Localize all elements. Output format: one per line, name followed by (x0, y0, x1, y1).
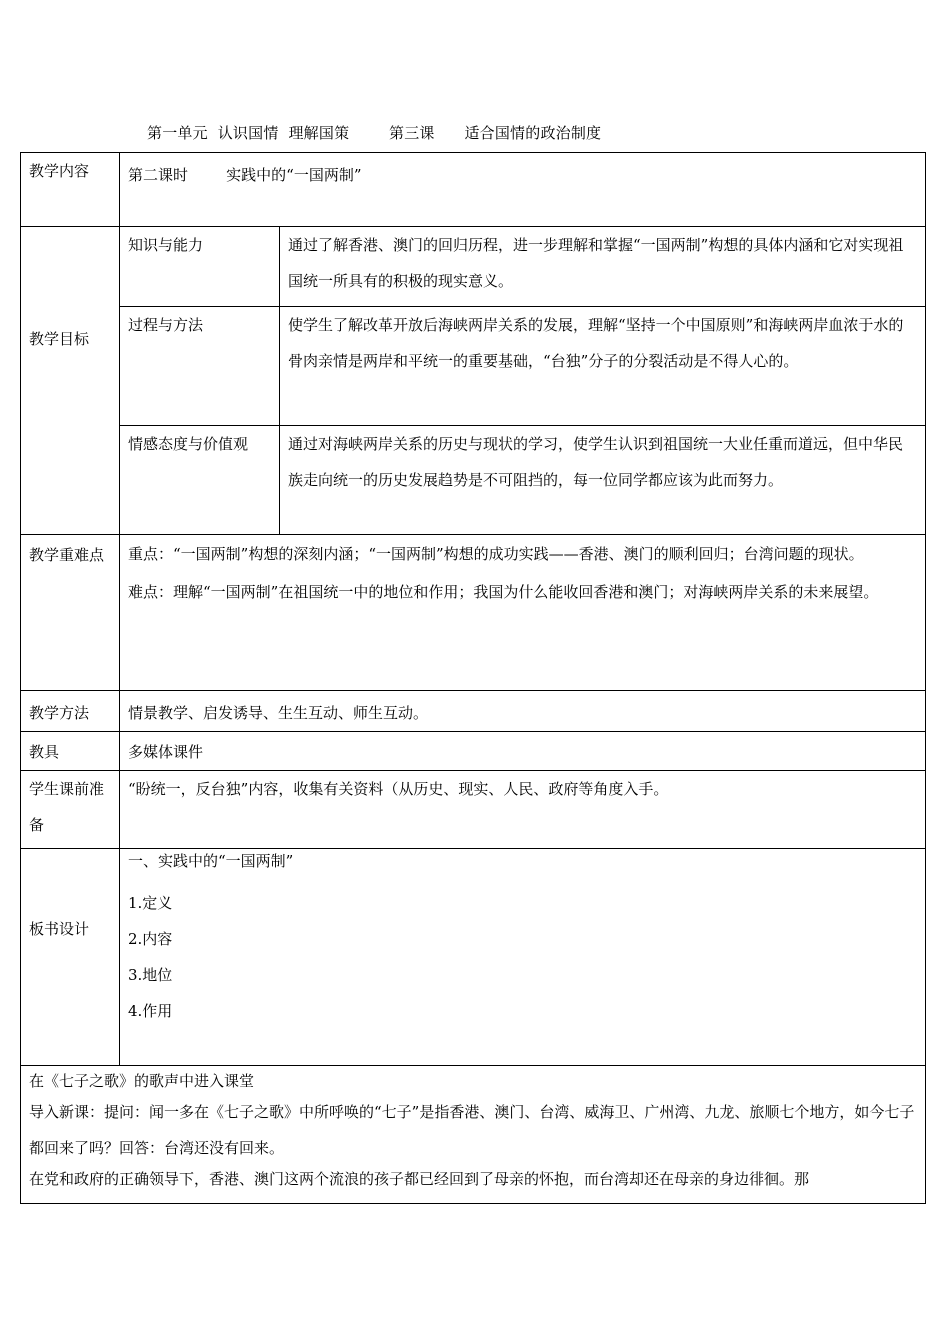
board-item-content: 2.内容 (128, 930, 173, 948)
goals-label (21, 227, 120, 535)
goal-label-process: 过程与方法 (120, 307, 280, 426)
board-item-role: 4.作用 (128, 1002, 173, 1020)
process-line-2: 导入新课：提问：闻一多在《七子之歌》中所呼唤的“七子”是指香港、澳门、台湾、威海卫、广州湾、九龙、旅顺七个地方，如今七子都回来了吗？回答：台湾还没有回来。 (29, 1103, 915, 1157)
lesson-number: 第三课 (389, 124, 435, 142)
lesson-title: 适合国情的政治制度 (464, 124, 602, 142)
prep-label: 学生课前准备 (21, 771, 120, 849)
row-board (21, 849, 926, 1066)
page-header (147, 122, 601, 143)
row-method (21, 691, 926, 732)
goal-row-knowledge (21, 227, 926, 307)
goal-text-attitude: 通过对海峡两岸关系的历史与现状的学习，使学生认识到祖国统一大业任重而道远，但中华民族走向统一的历史发展趋势是不可阻挡的，每一位同学都应该为此而努力。 (280, 426, 926, 535)
key-points-focus: 重点：“一国两制”构想的深刻内涵；“一国两制”构想的成功实践——香港、澳门的顺利回归；台湾问题的现状。 (128, 545, 864, 563)
process-content (21, 1066, 926, 1204)
key-points-difficulty: 难点：理解“一国两制”在祖国统一中的地位和作用；我国为什么能收回香港和澳门；对海峡两岸关系的未来展望。 (128, 583, 879, 601)
key-points-content (120, 535, 926, 691)
row-key-points (21, 535, 926, 691)
row-prep (21, 771, 926, 849)
process-line-1: 在《七子之歌》的歌声中进入课堂 (29, 1072, 255, 1090)
board-label: 板书设计 (21, 849, 120, 1066)
board-item-status: 3.地位 (128, 966, 173, 984)
key-points-label: 教学重难点 (21, 535, 120, 691)
unit-title: 第一单元 认识国情 理解国策 (147, 124, 350, 142)
content-value-text: 第二课时 实践中的“一国两制” (128, 166, 362, 184)
lesson-plan-table (20, 152, 926, 1204)
goal-text-knowledge: 通过了解香港、澳门的回归历程，进一步理解和掌握“一国两制”构想的具体内涵和它对实现祖国统一所具有的积极的现实意义。 (280, 227, 926, 307)
row-tools (21, 732, 926, 771)
goal-text-process: 使学生了解改革开放后海峡两岸关系的发展，理解“坚持一个中国原则”和海峡两岸血浓于水的骨肉亲情是两岸和平统一的重要基础，“台独”分子的分裂活动是不得人心的。 (280, 307, 926, 426)
method-value: 情景教学、启发诱导、生生互动、师生互动。 (120, 691, 926, 732)
goal-row-attitude (21, 426, 926, 535)
board-item-definition: 1.定义 (128, 894, 173, 912)
row-process (21, 1066, 926, 1204)
board-title: 一、实践中的“一国两制” (128, 852, 294, 870)
goal-label-attitude: 情感态度与价值观 (120, 426, 280, 535)
content-value (120, 153, 926, 227)
content-label: 教学内容 (21, 153, 120, 227)
tools-value: 多媒体课件 (120, 732, 926, 771)
goal-row-process (21, 307, 926, 426)
method-label: 教学方法 (21, 691, 120, 732)
goal-label-knowledge: 知识与能力 (120, 227, 280, 307)
board-content (120, 849, 926, 1066)
process-line-3: 在党和政府的正确领导下，香港、澳门这两个流浪的孩子都已经回到了母亲的怀抱，而台湾却还在母亲的身边徘徊。那 (29, 1170, 810, 1188)
prep-value: “盼统一，反台独”内容，收集有关资料（从历史、现实、人民、政府等角度入手。 (120, 771, 926, 849)
goals-label-text: 教学目标 (29, 330, 90, 348)
tools-label: 教具 (21, 732, 120, 771)
row-content (21, 153, 926, 227)
